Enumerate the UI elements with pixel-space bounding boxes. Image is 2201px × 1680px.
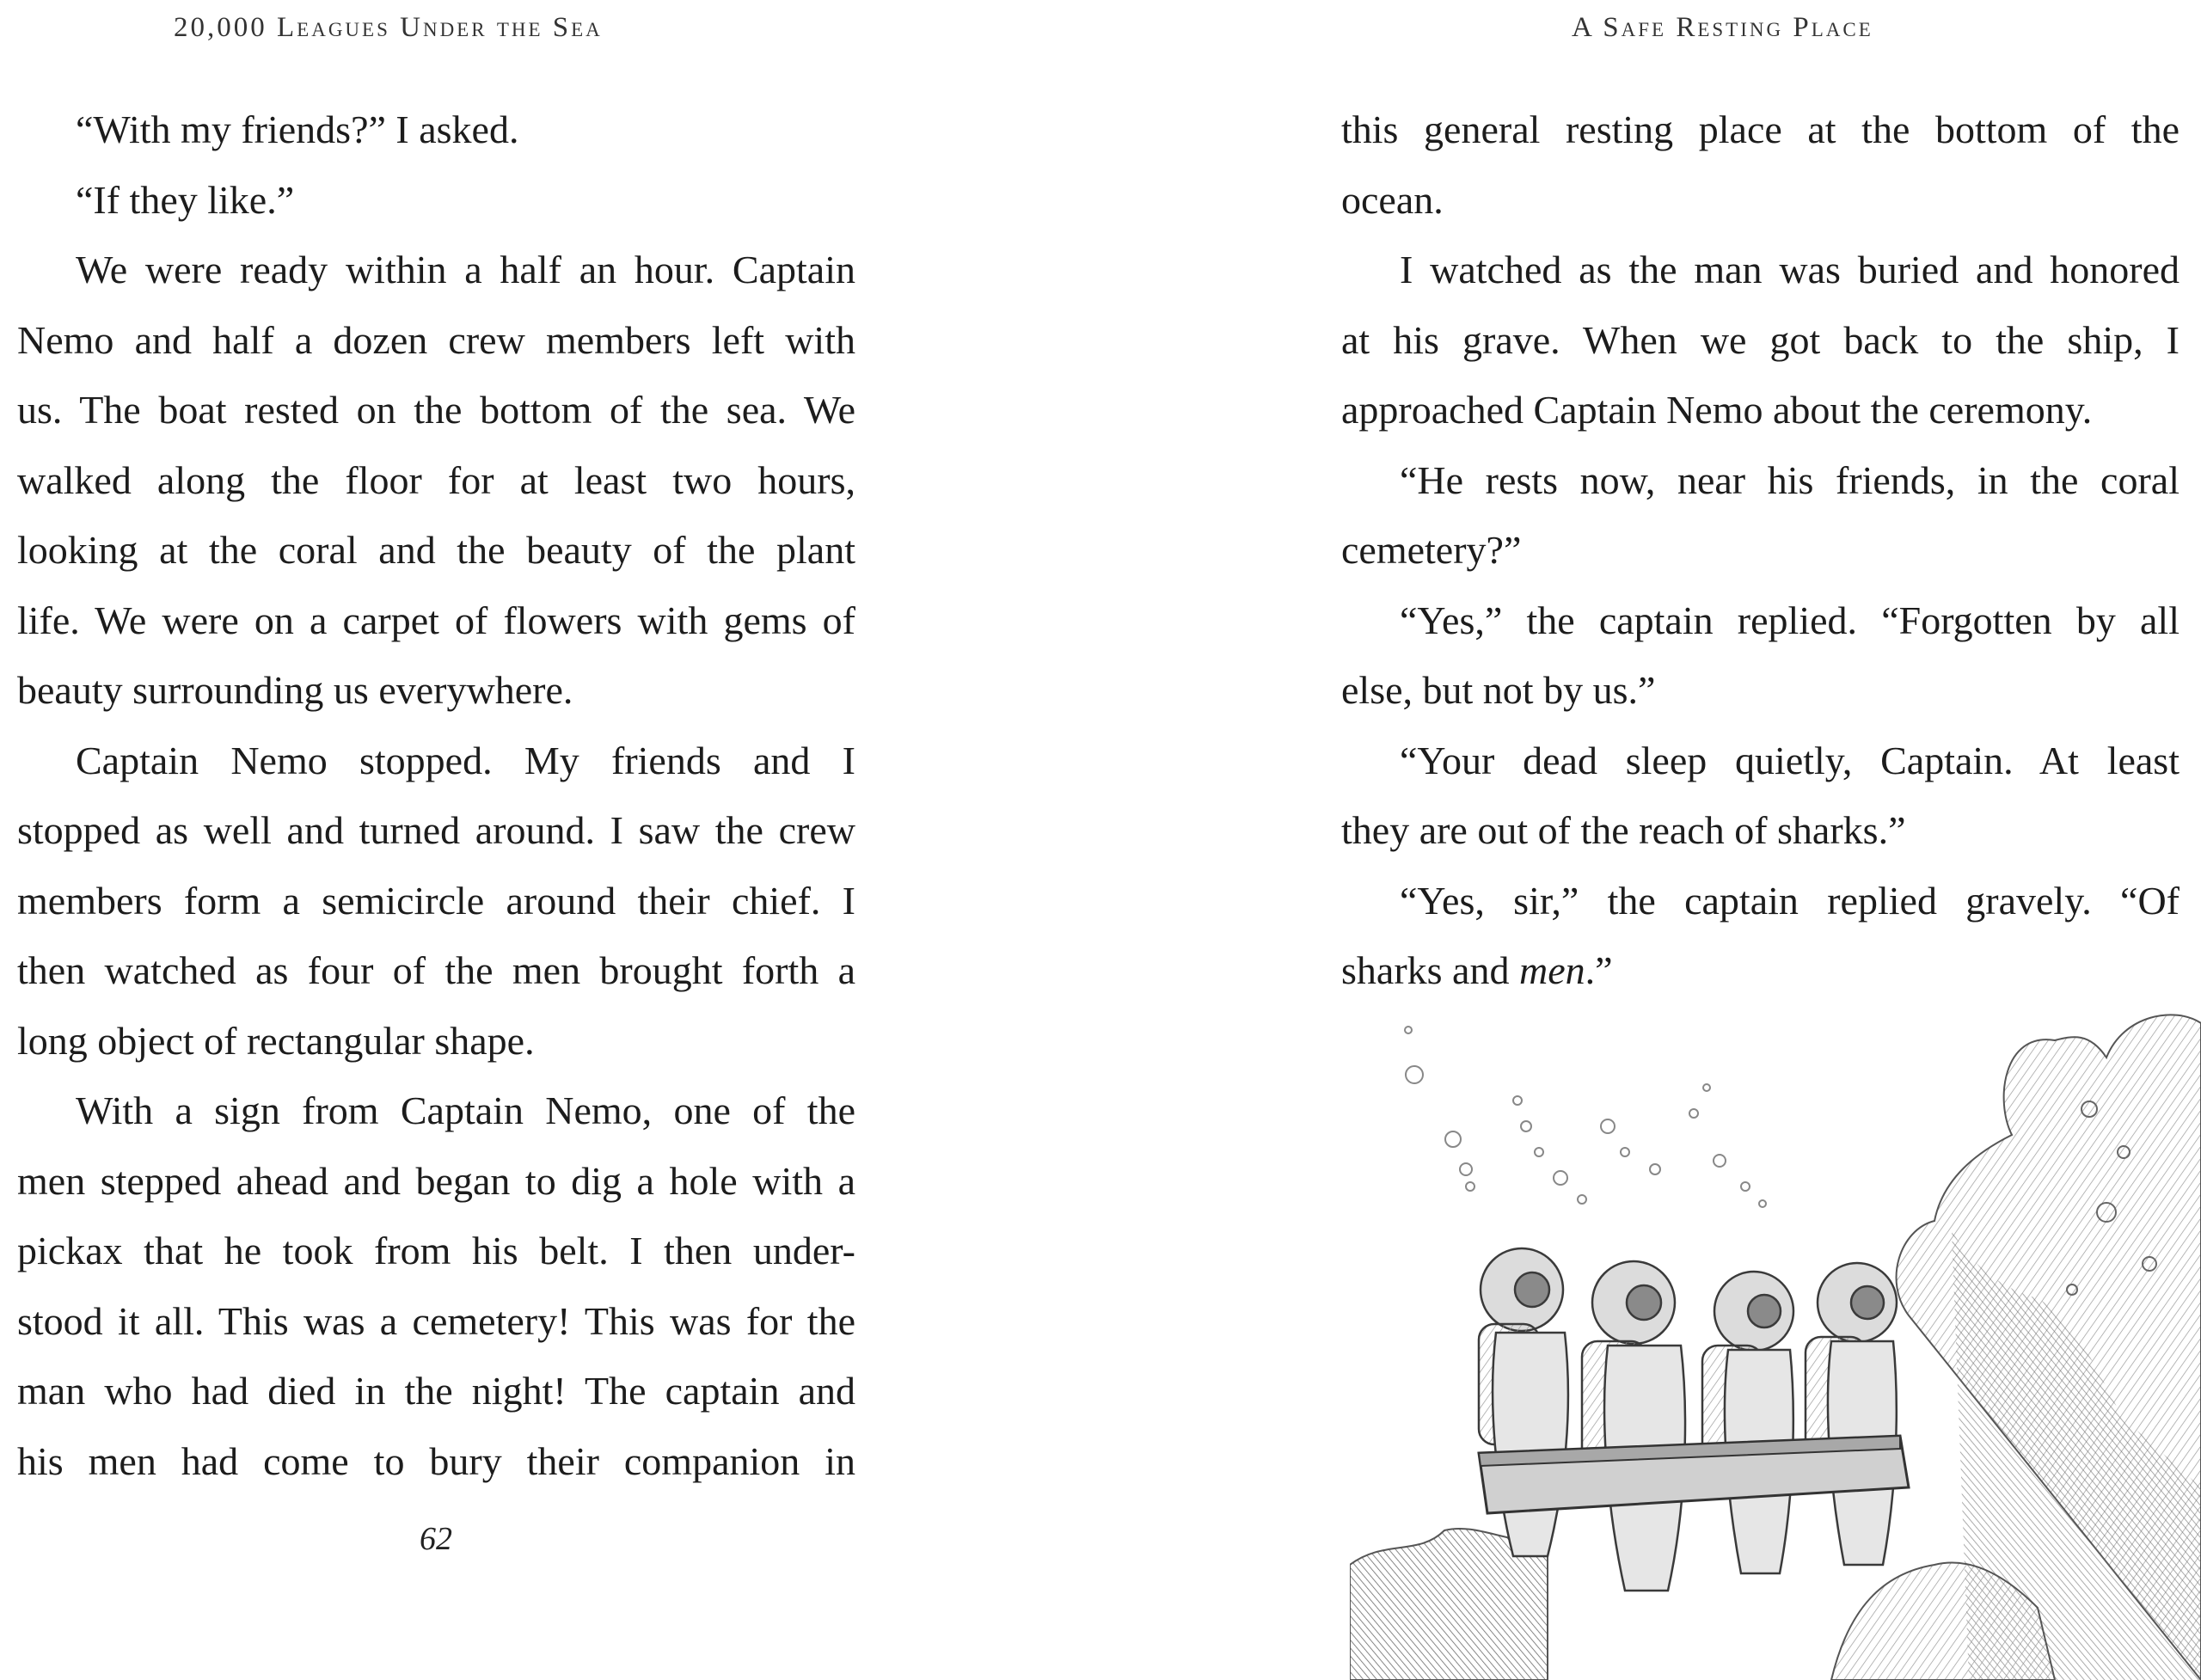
text-line: “Your dead sleep quietly, Captain. At least xyxy=(1400,738,2180,782)
right-page-text xyxy=(1341,95,2180,1006)
text-line: I watched as the man was buried and honored xyxy=(1400,248,2180,291)
text-line: With a sign from Captain Nemo, one of the xyxy=(76,1088,855,1132)
text-line: man who had died in the night! The captain and xyxy=(17,1369,855,1413)
text-line: Nemo and half a dozen crew members left with xyxy=(17,317,855,362)
text-line: then watched as four of the men brought forth a xyxy=(17,948,855,992)
left-page xyxy=(0,0,886,1680)
text-line: “Yes, sir,” the captain replied gravely. “Of xyxy=(1400,878,2180,923)
divers-carrying-coffin-illustration xyxy=(1350,1006,2201,1680)
page-number: 62 xyxy=(420,1521,452,1557)
right-page xyxy=(1315,0,2201,1680)
text-line: “If they like.” xyxy=(76,177,295,222)
text-line: men stepped ahead and began to dig a hole with a xyxy=(17,1158,855,1203)
italic-word: men xyxy=(1518,948,1585,992)
text-line: this general resting place at the bottom of the xyxy=(1341,107,2180,151)
text-line-final xyxy=(1341,935,2180,1006)
running-head-chapter-title: A Safe Resting Place xyxy=(1572,12,1873,43)
text-line: they are out of the reach of sharks.” xyxy=(1341,808,1906,852)
text-line: pickax that he took from his belt. I then under- xyxy=(17,1229,855,1272)
text-line: “Yes,” the captain replied. “Forgotten by all xyxy=(1400,598,2180,642)
text-line: at his grave. When we got back to the ship, I xyxy=(1341,317,2180,362)
text-line: beauty surrounding us everywhere. xyxy=(17,668,573,712)
text-line: Captain Nemo stopped. My friends and I xyxy=(76,738,855,782)
text-line: stood it all. This was a cemetery! This was for the xyxy=(17,1298,855,1343)
text-line: “With my friends?” I asked. xyxy=(76,107,519,151)
text-line: approached Captain Nemo about the ceremony. xyxy=(1341,388,2093,432)
text-line: his men had come to bury their companion in xyxy=(17,1438,855,1483)
text-line: long object of rectangular shape. xyxy=(17,1018,535,1063)
text-line: ocean. xyxy=(1341,177,1444,222)
text-line: stopped as well and turned around. I saw the crew xyxy=(17,808,855,852)
text-line: “He rests now, near his friends, in the coral xyxy=(1400,457,2180,502)
text-fragment: sharks and xyxy=(1341,948,1519,992)
text-line: cemetery?” xyxy=(1341,528,1522,572)
text-line: life. We were on a carpet of flowers with gems of xyxy=(17,598,855,642)
text-line: walked along the floor for at least two hours, xyxy=(17,457,855,502)
text-line: members form a semicircle around their chief. I xyxy=(17,878,855,923)
text-line: looking at the coral and the beauty of the plant xyxy=(17,528,855,572)
running-head-book-title: 20,000 Leagues Under the Sea xyxy=(174,12,603,43)
text-fragment: .” xyxy=(1585,948,1613,992)
left-page-text xyxy=(17,95,855,1496)
text-line: us. The boat rested on the bottom of the sea. We xyxy=(17,388,855,432)
text-line: We were ready within a half an hour. Captain xyxy=(76,248,855,291)
text-line: else, but not by us.” xyxy=(1341,668,1656,712)
